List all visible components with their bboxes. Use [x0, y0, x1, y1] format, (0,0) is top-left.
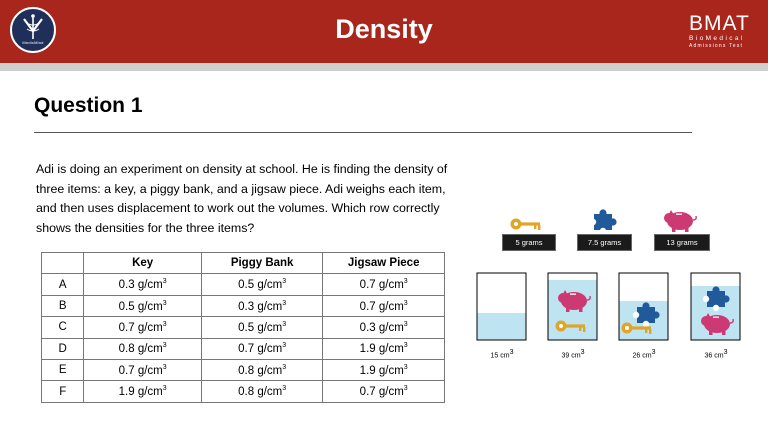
key-density: 0.8 $g/cm^3$: [84, 338, 201, 359]
table-header-piggy-bank: Piggy Bank: [201, 253, 322, 274]
table-header-blank: [42, 253, 84, 274]
scale-piggy-label: 13 grams: [654, 234, 710, 251]
jigsaw-density: 1.9 $g/cm^3$: [323, 338, 445, 359]
page-title: Density: [335, 14, 433, 44]
table-row: [42, 295, 445, 316]
jigsaw-density: 0.7 $g/cm^3$: [323, 274, 445, 295]
row-label: D: [42, 338, 84, 359]
question-heading: Question 1: [34, 94, 143, 117]
jigsaw-density: 0.7 $g/cm^3$: [323, 295, 445, 316]
bmat-logo: BMAT: [689, 12, 750, 35]
row-label: B: [42, 295, 84, 316]
question-text: Adi is doing an experiment on density at school. He is finding the density of three items: a key, a piggy bank, and a jigsaw piece. Adi weighs each item, and then uses displacement to work out the volumes. Which row correctly shows the densities for the three items?: [36, 162, 448, 235]
cylinder-piggy-and-key: [548, 273, 597, 340]
table-row: [42, 274, 445, 295]
jigsaw-density: 0.3 $g/cm^3$: [323, 317, 445, 338]
piggy-density: 0.5 $g/cm^3$: [201, 274, 322, 295]
row-label: A: [42, 274, 84, 295]
piggy-density: 0.7 $g/cm^3$: [201, 338, 322, 359]
cylinder-water-only: [477, 273, 526, 340]
divider: [34, 132, 692, 133]
piggy-density: 0.8 $g/cm^3$: [201, 359, 322, 380]
key-density: 0.7 $g/cm^3$: [84, 359, 201, 380]
jigsaw-icon: [590, 209, 617, 234]
key-icon: [511, 219, 541, 231]
table-header-key: Key: [84, 253, 201, 274]
bmat-subtitle: BioMedical: [689, 35, 745, 42]
diagram-graphics: [470, 200, 760, 370]
row-label: C: [42, 317, 84, 338]
piggy-bank-icon: [664, 210, 696, 232]
piggy-density: 0.3 $g/cm^3$: [201, 295, 322, 316]
scale-jigsaw-label: 7.5 grams: [577, 234, 632, 251]
logo-text: MedicMind: [22, 40, 44, 45]
cylinder-jigsaw-and-piggy: [691, 273, 740, 340]
table-header-jigsaw-piece: Jigsaw Piece: [323, 253, 445, 274]
key-density: 1.9 $g/cm^3$: [84, 381, 201, 402]
table-row: [42, 359, 445, 380]
piggy-density: 0.5 $g/cm^3$: [201, 317, 322, 338]
volume-label: 36 $cm^3$: [704, 349, 728, 360]
header-stripe: [0, 63, 768, 71]
bmat-tagline: Admissions Test: [689, 43, 744, 49]
key-density: 0.7 $g/cm^3$: [84, 317, 201, 338]
answer-table: [41, 252, 445, 403]
jigsaw-density: 1.9 $g/cm^3$: [323, 359, 445, 380]
row-label: E: [42, 359, 84, 380]
table-row: [42, 381, 445, 402]
key-density: 0.5 $g/cm^3$: [84, 295, 201, 316]
table-row: [42, 338, 445, 359]
volume-label: 26 $cm^3$: [632, 349, 656, 360]
cylinder-jigsaw-and-key: [619, 273, 668, 340]
piggy-density: 0.8 $g/cm^3$: [201, 381, 322, 402]
volume-label: 15 $cm^3$: [490, 349, 514, 360]
scale-key-label: 5 grams: [502, 234, 556, 251]
table-row: [42, 317, 445, 338]
key-density: 0.3 $g/cm^3$: [84, 274, 201, 295]
table-header-row: [42, 253, 445, 274]
jigsaw-density: 0.7 $g/cm^3$: [323, 381, 445, 402]
volume-label: 39 $cm^3$: [561, 349, 585, 360]
row-label: F: [42, 381, 84, 402]
